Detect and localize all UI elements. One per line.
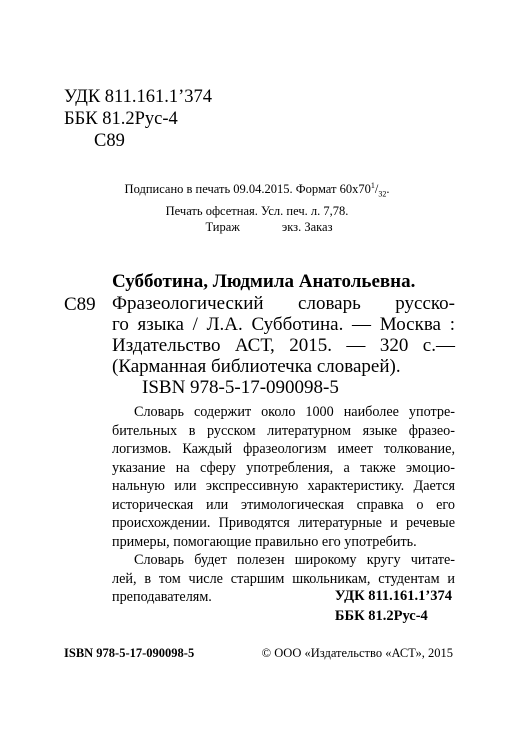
cip-line: Фразеологический словарь русско- bbox=[112, 293, 455, 314]
bottom-classification bbox=[335, 586, 452, 626]
annotation-line: нальную или экспрессивную характеристику. Дается bbox=[112, 478, 455, 494]
annotation-line: бительных в русском литературном языке фразео- bbox=[112, 422, 455, 439]
annotation-line: примеры, помогающие правильно его употребить. bbox=[112, 533, 417, 550]
cip-author-mark: С89 bbox=[64, 294, 96, 315]
cip-line: Издательство АСТ, 2015. — 320 с.— bbox=[112, 335, 455, 356]
annotation-line: указание на сферу употребления, а также эмоцио- bbox=[112, 459, 455, 476]
cip-line: го языка / Л.А. Субботина. — Москва : bbox=[112, 314, 455, 335]
author-mark: С89 bbox=[94, 131, 125, 151]
print-line-1-end: . bbox=[386, 182, 390, 197]
print-line-1: Подписано в печать 09.04.2015. Формат $60х70^1/_{32}$. bbox=[124, 181, 390, 199]
top-classification bbox=[64, 86, 212, 152]
order-label: экз. Заказ bbox=[281, 219, 333, 234]
tirazh-label: Тираж bbox=[205, 219, 240, 234]
isbn-footer: ISBN 978-5-17-090098-5 bbox=[64, 646, 195, 660]
annotation-line: логизмов. Каждый фразеологизм имеет толкование, bbox=[112, 441, 455, 457]
print-line-1-text: Подписано в печать 09.04.2015. Формат 60х70 bbox=[124, 182, 371, 197]
bbk-code-bottom: ББК 81.2Рус-4 bbox=[334, 608, 428, 624]
print-line-2: Печать офсетная. Усл. печ. л. 7,78. bbox=[165, 203, 349, 218]
cip-isbn: ISBN 978-5-17-090098-5 bbox=[142, 377, 339, 398]
cip-author: Субботина, Людмила Анатольевна. bbox=[112, 271, 416, 292]
cip-line: (Карманная библиотечка словарей). bbox=[112, 356, 401, 377]
udk-code: УДК 811.161.1’374 bbox=[64, 87, 213, 107]
annotation-line: происхождении. Приводятся литературные и речевые bbox=[112, 515, 455, 531]
cip-record bbox=[112, 293, 455, 398]
udk-code-bottom: УДК 811.161.1’374 bbox=[334, 588, 452, 604]
annotation-line: лей, в том числе старшим школьникам, студентам и bbox=[112, 570, 455, 587]
annotation-line: Словарь будет полезен широкому кругу читате- bbox=[134, 552, 455, 568]
copyright: © ООО «Издательство «АСТ», 2015 bbox=[261, 646, 453, 660]
annotation-line: преподавателям. bbox=[112, 589, 212, 605]
format-denominator: 32 bbox=[378, 189, 387, 199]
bbk-code: ББК 81.2Рус-4 bbox=[64, 109, 178, 129]
annotation bbox=[112, 403, 455, 607]
format-numerator: 1 bbox=[370, 181, 375, 190]
annotation-line: Словарь содержит около 1000 наиболее употре- bbox=[134, 404, 455, 420]
print-line-3 bbox=[0, 219, 514, 235]
annotation-line: историческая или этимологическая справка о его bbox=[112, 496, 455, 513]
print-details bbox=[0, 178, 514, 235]
